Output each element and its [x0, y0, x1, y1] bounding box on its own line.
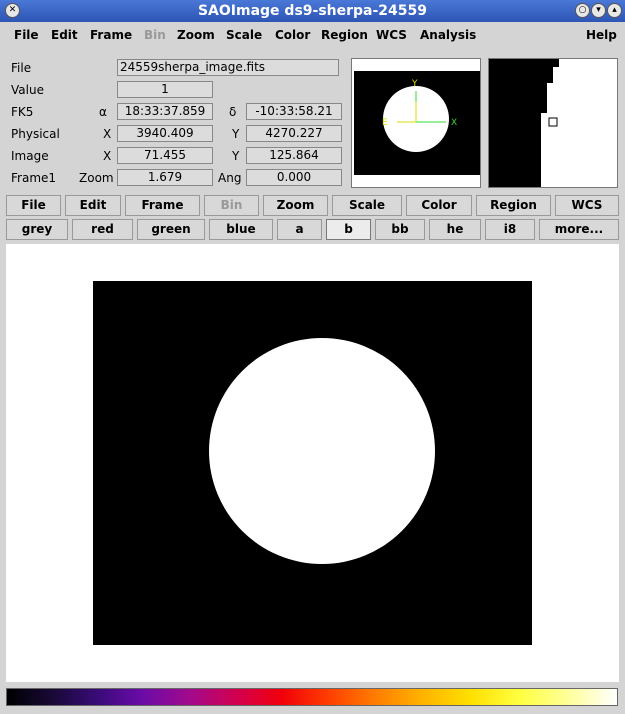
menu-scale[interactable]: Scale [226, 28, 263, 42]
button-frame[interactable]: Frame [125, 195, 200, 216]
menu-wcs[interactable]: WCS [376, 28, 407, 42]
window-title: SAOImage ds9-sherpa-24559 [197, 3, 428, 19]
file-value: 24559sherpa_image.fits [117, 59, 339, 76]
colormap-red[interactable]: red [72, 219, 133, 240]
physical-x-symbol: X [103, 127, 112, 141]
menu-zoom[interactable]: Zoom [177, 28, 215, 42]
colormap-green[interactable]: green [137, 219, 205, 240]
panner[interactable] [351, 58, 481, 188]
physical-y-symbol: Y [232, 127, 240, 141]
shade-icon[interactable]: ▾ [591, 3, 606, 18]
colormap-a[interactable]: a [277, 219, 322, 240]
image-label: Image [11, 149, 49, 163]
button-bar-main [6, 195, 619, 217]
menu-frame[interactable]: Frame [90, 28, 133, 42]
colormap-bb[interactable]: bb [375, 219, 425, 240]
magnifier [488, 58, 618, 188]
physical-label: Physical [11, 127, 60, 141]
colormap-i8[interactable]: i8 [485, 219, 535, 240]
minimize-icon[interactable]: ○ [575, 3, 590, 18]
dec-value: -10:33:58.21 [246, 103, 342, 120]
colormap-more[interactable]: more... [539, 219, 619, 240]
pixel-value: 1 [117, 81, 213, 98]
colorbar[interactable] [6, 688, 618, 706]
image-x-symbol: X [103, 149, 112, 163]
image-y-value: 125.864 [246, 147, 342, 164]
menu-bin: Bin [144, 28, 166, 42]
zoom-label: Zoom [79, 171, 114, 185]
delta-symbol: δ [229, 105, 237, 119]
menu-color[interactable]: Color [275, 28, 311, 42]
button-wcs[interactable]: WCS [555, 195, 619, 216]
colormap-blue[interactable]: blue [209, 219, 273, 240]
image-x-value: 71.455 [117, 147, 213, 164]
menu-analysis[interactable]: Analysis [420, 28, 477, 42]
button-file[interactable]: File [6, 195, 61, 216]
image-display [6, 244, 619, 682]
frame-label: Frame1 [11, 171, 57, 185]
button-color[interactable]: Color [406, 195, 472, 216]
physical-x-value: 3940.409 [117, 125, 213, 142]
menu-region[interactable]: Region [321, 28, 368, 42]
source-disk [209, 338, 435, 564]
menu-edit[interactable]: Edit [51, 28, 78, 42]
menu-bar [6, 25, 619, 47]
button-edit[interactable]: Edit [65, 195, 121, 216]
button-scale[interactable]: Scale [332, 195, 402, 216]
title-bar [0, 0, 625, 22]
compass-x-label: X [451, 118, 458, 128]
maximize-icon[interactable]: ▴ [607, 3, 622, 18]
colormap-he[interactable]: he [429, 219, 481, 240]
angle-value: 0.000 [246, 169, 342, 186]
button-zoom[interactable]: Zoom [263, 195, 328, 216]
magnifier-image [489, 59, 617, 187]
image-canvas[interactable] [6, 244, 619, 682]
angle-label: Ang [218, 171, 242, 185]
ra-value: 18:33:37.859 [117, 103, 213, 120]
close-icon[interactable]: ✕ [5, 3, 20, 18]
button-bin: Bin [204, 195, 259, 216]
image-y-symbol: Y [232, 149, 240, 163]
colormap-grey[interactable]: grey [6, 219, 68, 240]
zoom-value: 1.679 [117, 169, 213, 186]
fk5-label: FK5 [11, 105, 34, 119]
alpha-symbol: α [99, 105, 107, 119]
menu-help[interactable]: Help [586, 28, 617, 42]
colormap-b[interactable]: b [326, 219, 371, 240]
button-bar-colormaps [6, 219, 619, 241]
compass-north-label: Y [412, 79, 418, 89]
value-label: Value [11, 83, 44, 97]
menu-file[interactable]: File [14, 28, 39, 42]
button-region[interactable]: Region [476, 195, 551, 216]
file-label: File [11, 61, 32, 75]
compass-east-label: E [382, 118, 388, 128]
physical-y-value: 4270.227 [246, 125, 342, 142]
